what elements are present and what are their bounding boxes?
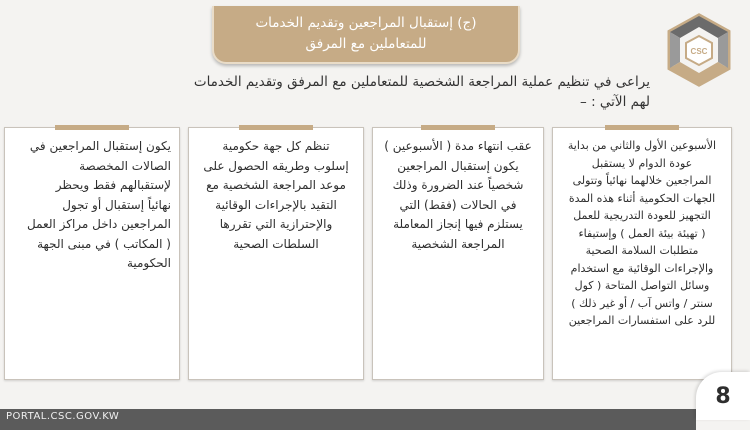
card-line: والإحترازية التي تقررها [219,217,333,231]
card-line: نهائياً إستقبال أو تجول [62,197,171,212]
card-line: عودة الدوام لا يستقبل [591,156,693,170]
card-line: عقب انتهاء مدة ( الأسبوعين ) [384,139,532,153]
card-line: سنتر / واتس آب / أو غير ذلك ) [571,296,713,310]
card-line: المراجعين خلالهما نهائياً وتتولى [572,174,712,187]
card-accent-cap [605,125,679,130]
intro-line1: يراعى في تنظيم عملية المراجعة الشخصية للمتعاملين مع المرفق وتقديم الخدمات [193,74,650,90]
card-line: ( المكاتب ) في مبنى الجهة [37,236,171,251]
card-line: الأسبوعين الأول والثاني من بداية [567,139,717,152]
card-line: للرد على استفسارات المراجعين [568,314,716,327]
card-line: يكون إستقبال المراجعين في [29,139,171,153]
intro-text [150,72,650,112]
card-accent-cap [421,125,495,130]
card-line: التجهيز للعودة التدريجية للعمل [573,209,711,222]
card-line: إسلوب وطريقه الحصول على [203,158,349,173]
info-card-1 [552,127,732,380]
page-number: 8 [696,372,750,420]
info-card-4 [4,127,180,380]
card-line: يكون إستقبال المراجعين [397,158,519,173]
card-accent-cap [55,125,129,130]
footer-url: PORTAL.CSC.GOV.KW [6,411,120,422]
card-line: المراجعين داخل مراكز العمل [27,217,171,231]
section-title-line1: (ج) إستقبال المراجعين وتقديم الخدمات [255,15,477,31]
card-line: لإستقبالهم فقط ويحظر [55,178,171,192]
card-line: الجهات الحكومية أثناء هذه المدة [568,191,716,205]
card-line: السلطات الصحية [233,236,319,251]
section-title-banner [212,6,520,64]
card-line: والإجراءات الوقائية مع استخدام [570,261,714,275]
card-line: الحكومية [126,256,171,270]
card-line: موعد المراجعة الشخصية مع [206,178,346,192]
card-line: في الحالات (فقط) التي [399,197,517,212]
card-accent-cap [239,125,313,130]
intro-line2: لهم الآتي : – [580,94,650,110]
card-line: ( تهيئة بيئة العمل ) وإستيفاء [578,226,706,240]
card-line: وسائل التواصل المتاحة ( كول [574,279,710,292]
card-line: متطلبات السلامة الصحية [585,244,699,257]
card-line: التقيد بالإجراءات الوقائية [215,197,337,212]
card-line: الصالات المخصصة [79,158,171,173]
card-line: تنظم كل جهة حكومية [222,139,330,153]
logo-text: CSC [690,47,708,56]
card-line: يستلزم فيها إنجاز المعاملة [393,217,523,231]
card-line: شخصياً عند الضرورة وذلك [392,178,524,192]
info-card-2 [372,127,544,380]
info-card-3 [188,127,364,380]
card-line: المراجعة الشخصية [411,236,505,251]
section-title-line2: للمتعاملين مع المرفق [305,36,427,52]
hexagon-cube-logo-icon [662,12,736,90]
